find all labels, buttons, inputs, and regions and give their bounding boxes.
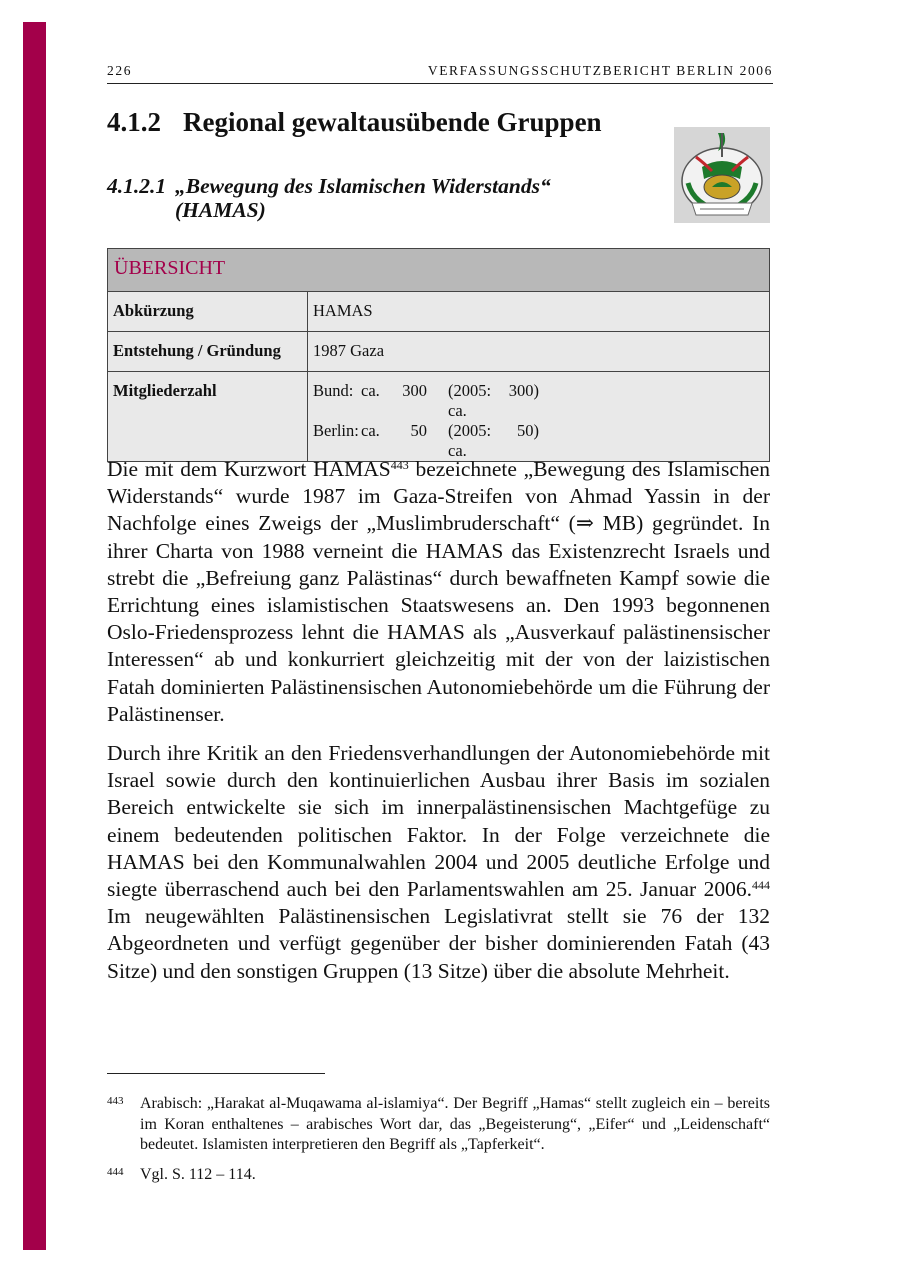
table-row — [108, 372, 770, 462]
section-number: 4.1.2 — [107, 107, 161, 137]
member-prev-count: 50) — [517, 421, 539, 440]
running-title: VERFASSUNGSSCHUTZBERICHT BERLIN 2006 — [427, 63, 773, 78]
row-label: Mitgliederzahl — [108, 372, 308, 462]
paragraph-text: Die mit dem Kurzwort HAMAS — [107, 457, 391, 481]
row-value: HAMAS — [308, 292, 770, 332]
running-header — [107, 63, 773, 84]
section-title: Regional gewaltausübende Gruppen — [183, 107, 602, 137]
member-ca: ca. — [361, 381, 380, 400]
table-row — [108, 332, 770, 372]
paragraph-2 — [107, 740, 770, 985]
member-ca: ca. — [361, 421, 380, 440]
member-prev: (2005: ca. — [448, 381, 492, 420]
paragraph-text: Im neugewählten Palästinensischen Legislativrat stellt sie 76 der 132 Abgeordneten und verfügt gegenüber der bisher dominierenden Fatah (43 Sitze) und den sonstigen Gruppen (13 Sitze) über die absolute Mehrheit. — [107, 904, 770, 983]
row-label: Entstehung / Gründung — [108, 332, 308, 372]
subsection-title-line2: (HAMAS) — [175, 198, 266, 222]
member-line-berlin — [313, 421, 764, 461]
footnote-ref-443[interactable]: 443 — [390, 458, 409, 472]
row-label: Abkürzung — [108, 292, 308, 332]
paragraph-text: bezeichnete „Bewegung des Islamischen Widerstands“ wurde 1987 im Gaza-Streifen von Ahmad Yassin in der Nachfolge eines Zweigs der „Muslimbruderschaft“ (⇒ MB) gegründet. In ihrer Charta von 1988 verneint die HAMAS das Existenzrecht Israels und strebt die „Befreiung ganz Palästinas“ durch bewaffneten Kampf sowie die Errichtung eines islamistischen Staatswesens an. Den 1993 begonnenen Oslo-Friedensprozess lehnt die HAMAS als „Ausverkauf palästinensischer Interessen“ ab und konkurriert gleichzeitig mit der von der laizistischen Fatah dominierten Palästinensischen Autonomiebehörde um die Führung der Palästinenser. — [107, 457, 770, 726]
page-number: 226 — [107, 63, 133, 78]
member-scope: Berlin: — [313, 421, 359, 440]
footnote-444 — [107, 1165, 770, 1186]
member-counts — [308, 372, 770, 462]
hamas-emblem-icon — [674, 127, 770, 223]
member-count: 300 — [402, 381, 427, 400]
paragraph-1 — [107, 456, 770, 728]
footnote-ref-444[interactable]: 444 — [752, 878, 770, 893]
footnote-divider — [107, 1073, 325, 1074]
member-prev: (2005: ca. — [448, 421, 492, 460]
row-value: 1987 Gaza — [308, 332, 770, 372]
margin-color-bar — [23, 22, 46, 1250]
member-count: 50 — [410, 421, 427, 440]
paragraph-text: Durch ihre Kritik an den Friedensverhandlungen der Autonomiebehörde mit Israel sowie durch den kontinuierlichen Ausbau ihrer Basis im sozialen Bereich entwickelte sie sich im innerpalästinensischen Machtgefüge zu einem bedeutenden politischen Faktor. In der Folge verzeichnete die HAMAS bei den Kommunalwahlen 2004 und 2005 deutliche Erfolge und siegte überraschend auch bei den Parlamentswahlen am 25. Januar 2006. — [107, 741, 770, 902]
section-heading — [107, 107, 602, 138]
overview-heading: ÜBERSICHT — [108, 249, 770, 292]
footnote-text: Vgl. S. 112 – 114. — [140, 1166, 256, 1183]
footnote-443 — [107, 1094, 770, 1156]
footnote-mark: 444 — [107, 1166, 124, 1178]
subsection-number: 4.1.2.1 — [107, 174, 167, 198]
overview-table — [107, 248, 770, 462]
footnote-mark: 443 — [107, 1095, 124, 1107]
table-row — [108, 292, 770, 332]
footnote-text: Arabisch: „Harakat al-Muqawama al-islamiya“. Der Begriff „Hamas“ stellt zugleich ein – bereits im Koran enthaltenes – arabisches Wort dar, das „Begeisterung“, „Eifer“ und „Leidenschaft“ bedeutet. Islamisten interpretieren den Begriff als „Tapferkeit“. — [140, 1095, 770, 1153]
member-line-bund — [313, 381, 764, 421]
subsection-title-line1: „Bewegung des Islamischen Widerstands“ — [175, 174, 551, 198]
member-prev-count: 300) — [508, 381, 539, 400]
member-scope: Bund: — [313, 381, 354, 400]
subsection-heading — [107, 174, 551, 222]
